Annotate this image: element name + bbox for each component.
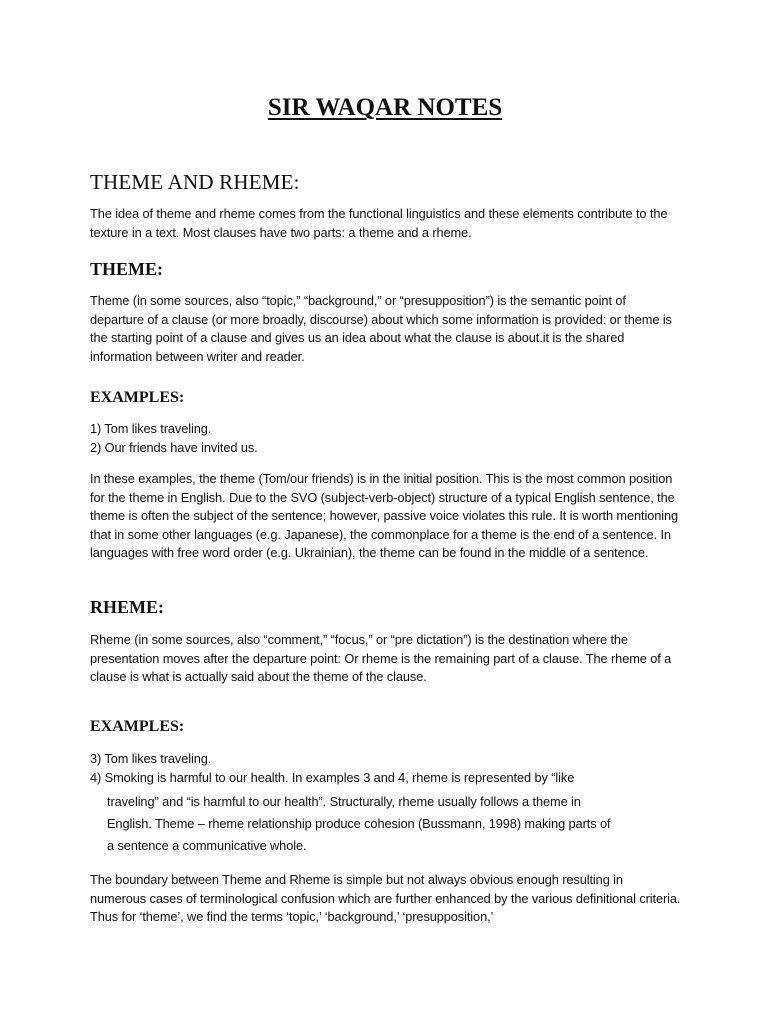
- rheme-example-3: 3) Tom likes traveling.: [90, 751, 212, 766]
- rheme-example-4-line-1: 4) Smoking is harmful to our health. In examples 3 and 4, rheme is represented by “like: [90, 770, 575, 785]
- theme-heading: THEME:: [90, 259, 164, 279]
- theme-explanation: In these examples, the theme (Tom/our friends) is in the initial position. This is the most common position for the theme in English. Due to the SVO (subject-verb-object) structure of a typical English sentence, the theme is often the subject of the sentence; however, passive voice violates this rule. It is worth mentioning that in some other languages (e.g. Japanese), the commonplace for a theme is the end of a sentence. In languages with free word order (e.g. Ukrainian), the theme can be found in the middle of a sentence.: [90, 471, 679, 561]
- rheme-example-4-line-4: a sentence a communicative whole.: [107, 838, 307, 853]
- theme-example-2: 2) Our friends have invited us.: [90, 440, 258, 455]
- theme-example-1: 1) Tom likes traveling.: [90, 421, 212, 436]
- document-title: [90, 92, 680, 124]
- rheme-definition: Rheme (in some sources, also “comment,” “focus,” or “pre dictation”) is the destination where the presentation moves after the departure point: Or rheme is the remaining part of a clause. The rheme of a clause is what is actually said about the theme of the clause.: [90, 632, 672, 685]
- rheme-example-4-line-3: English. Theme – rheme relationship produce cohesion (Bussmann, 1998) making parts of: [107, 816, 611, 831]
- theme-examples-heading: EXAMPLES:: [90, 389, 185, 406]
- document-title-text: SIR WAQAR NOTES: [267, 94, 503, 121]
- closing-paragraph: The boundary between Theme and Rheme is simple but not always obvious enough resulting in numerous cases of terminological confusion which are further enhanced by the various definitional criteria. Thus for ‘theme’, we find the terms ‘topic,’ ‘background,’ ‘presupposition,’: [90, 872, 681, 925]
- rheme-heading: RHEME:: [90, 597, 164, 617]
- intro-paragraph: The idea of theme and rheme comes from the functional linguistics and these elements contribute to the texture in a text. Most clauses have two parts: a theme and a rheme.: [90, 206, 668, 240]
- rheme-examples-heading: EXAMPLES:: [90, 718, 185, 735]
- theme-definition: Theme (in some sources, also “topic,” “background,” or “presupposition”) is the semantic point of departure of a clause (or more broadly, discourse) about which some information is provided: or theme is the starting point of a clause and gives us an idea about what the clause is about.it is the shared information between writer and reader.: [90, 293, 672, 364]
- section-heading: THEME AND RHEME:: [90, 170, 300, 194]
- rheme-example-4-line-2: traveling” and “is harmful to our health”. Structurally, rheme usually follows a theme in: [107, 794, 581, 809]
